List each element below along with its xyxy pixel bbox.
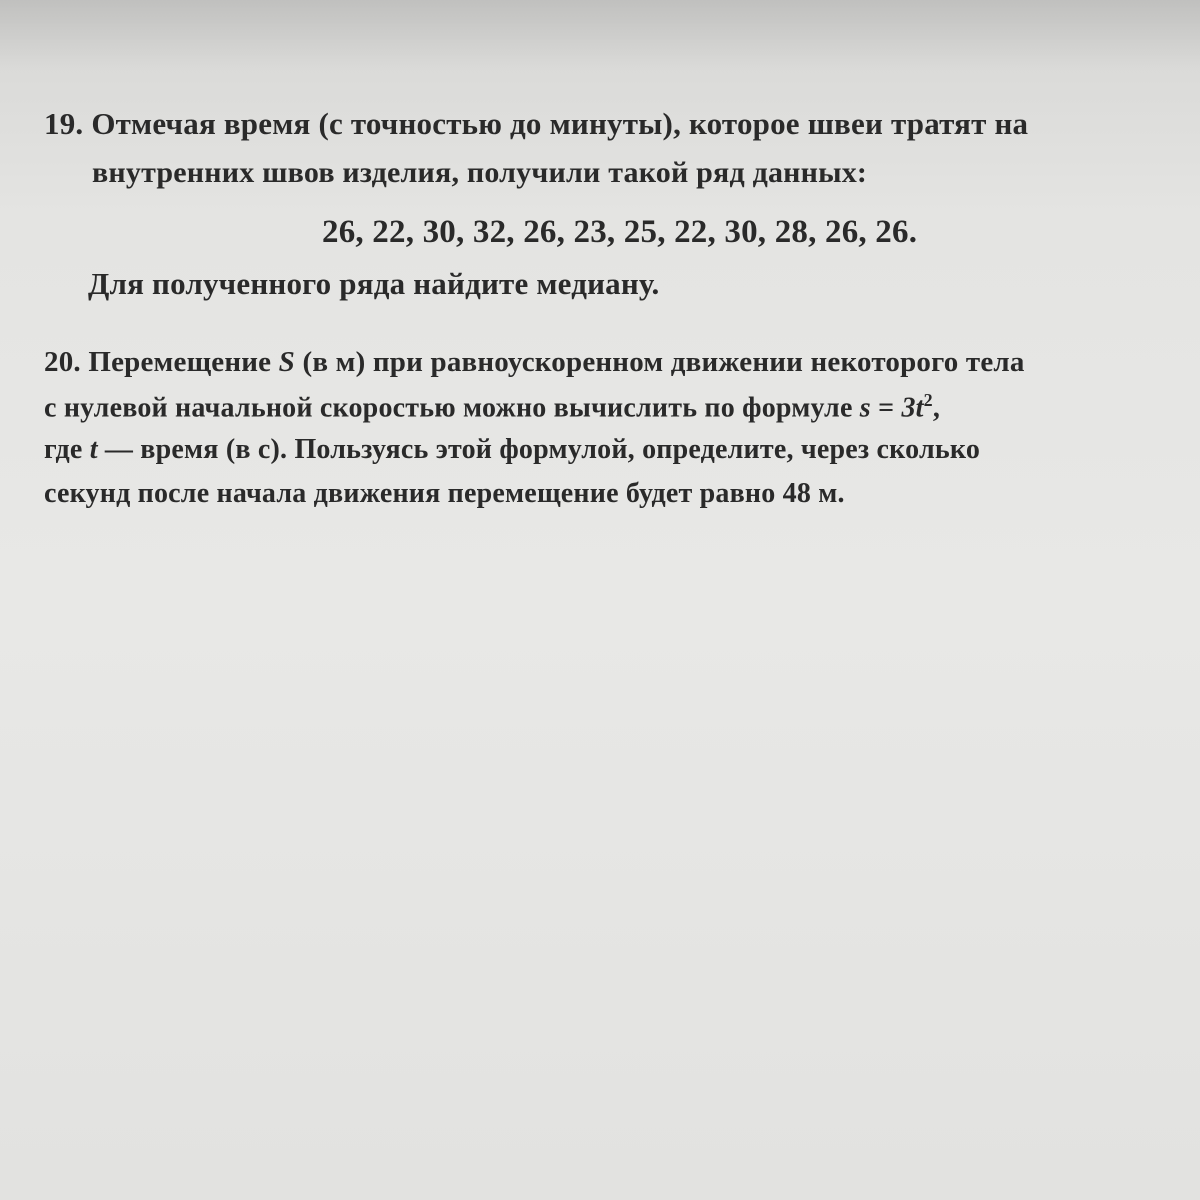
task-20-line-3 xyxy=(44,434,980,466)
formula-comma: , xyxy=(932,392,941,424)
photo-shadow xyxy=(0,0,1200,70)
task-20-text-1b: (в м) при равноускоренном движении некоторого тела xyxy=(302,346,1025,378)
formula-equals: = xyxy=(878,392,895,424)
task-19-text-2: внутренних швов изделия, получили такой ряд данных: xyxy=(92,156,868,189)
task-20-number: 20. xyxy=(44,346,81,378)
task-19-question-text: Для полученного ряда найдите медиану. xyxy=(88,266,660,301)
task-19-question xyxy=(88,266,659,302)
task-20-text-2a: с нулевой начальной скоростью можно вычислить по формуле xyxy=(44,392,853,424)
task-20-text-3b: — время (в с). Пользуясь этой формулой, определите, через сколько xyxy=(104,434,981,465)
task-20-text-3a: где xyxy=(44,434,83,465)
formula-3t: 3t xyxy=(901,392,924,424)
formula-exponent: 2 xyxy=(923,390,933,410)
task-20-text-4: секунд после начала движения перемещение будет равно 48 м. xyxy=(44,478,845,509)
variable-S: S xyxy=(278,346,296,378)
data-series-values: 26, 22, 30, 32, 26, 23, 25, 22, 30, 28, 26, 26. xyxy=(322,214,918,250)
task-19-text-1: Отмечая время (с точностью до минуты), которое швеи тратят на xyxy=(91,106,1029,141)
task-20-line-2 xyxy=(44,390,940,424)
task-20-line-4 xyxy=(44,478,845,510)
task-20-line-1 xyxy=(44,346,1025,379)
formula-s: s xyxy=(859,392,871,424)
task-19-number: 19. xyxy=(44,106,84,141)
task-19-line-1 xyxy=(44,106,1028,142)
variable-t: t xyxy=(89,434,98,465)
task-19-data-series xyxy=(322,214,917,251)
task-19-line-2 xyxy=(92,156,867,190)
task-20-text-1a: Перемещение xyxy=(88,346,272,378)
